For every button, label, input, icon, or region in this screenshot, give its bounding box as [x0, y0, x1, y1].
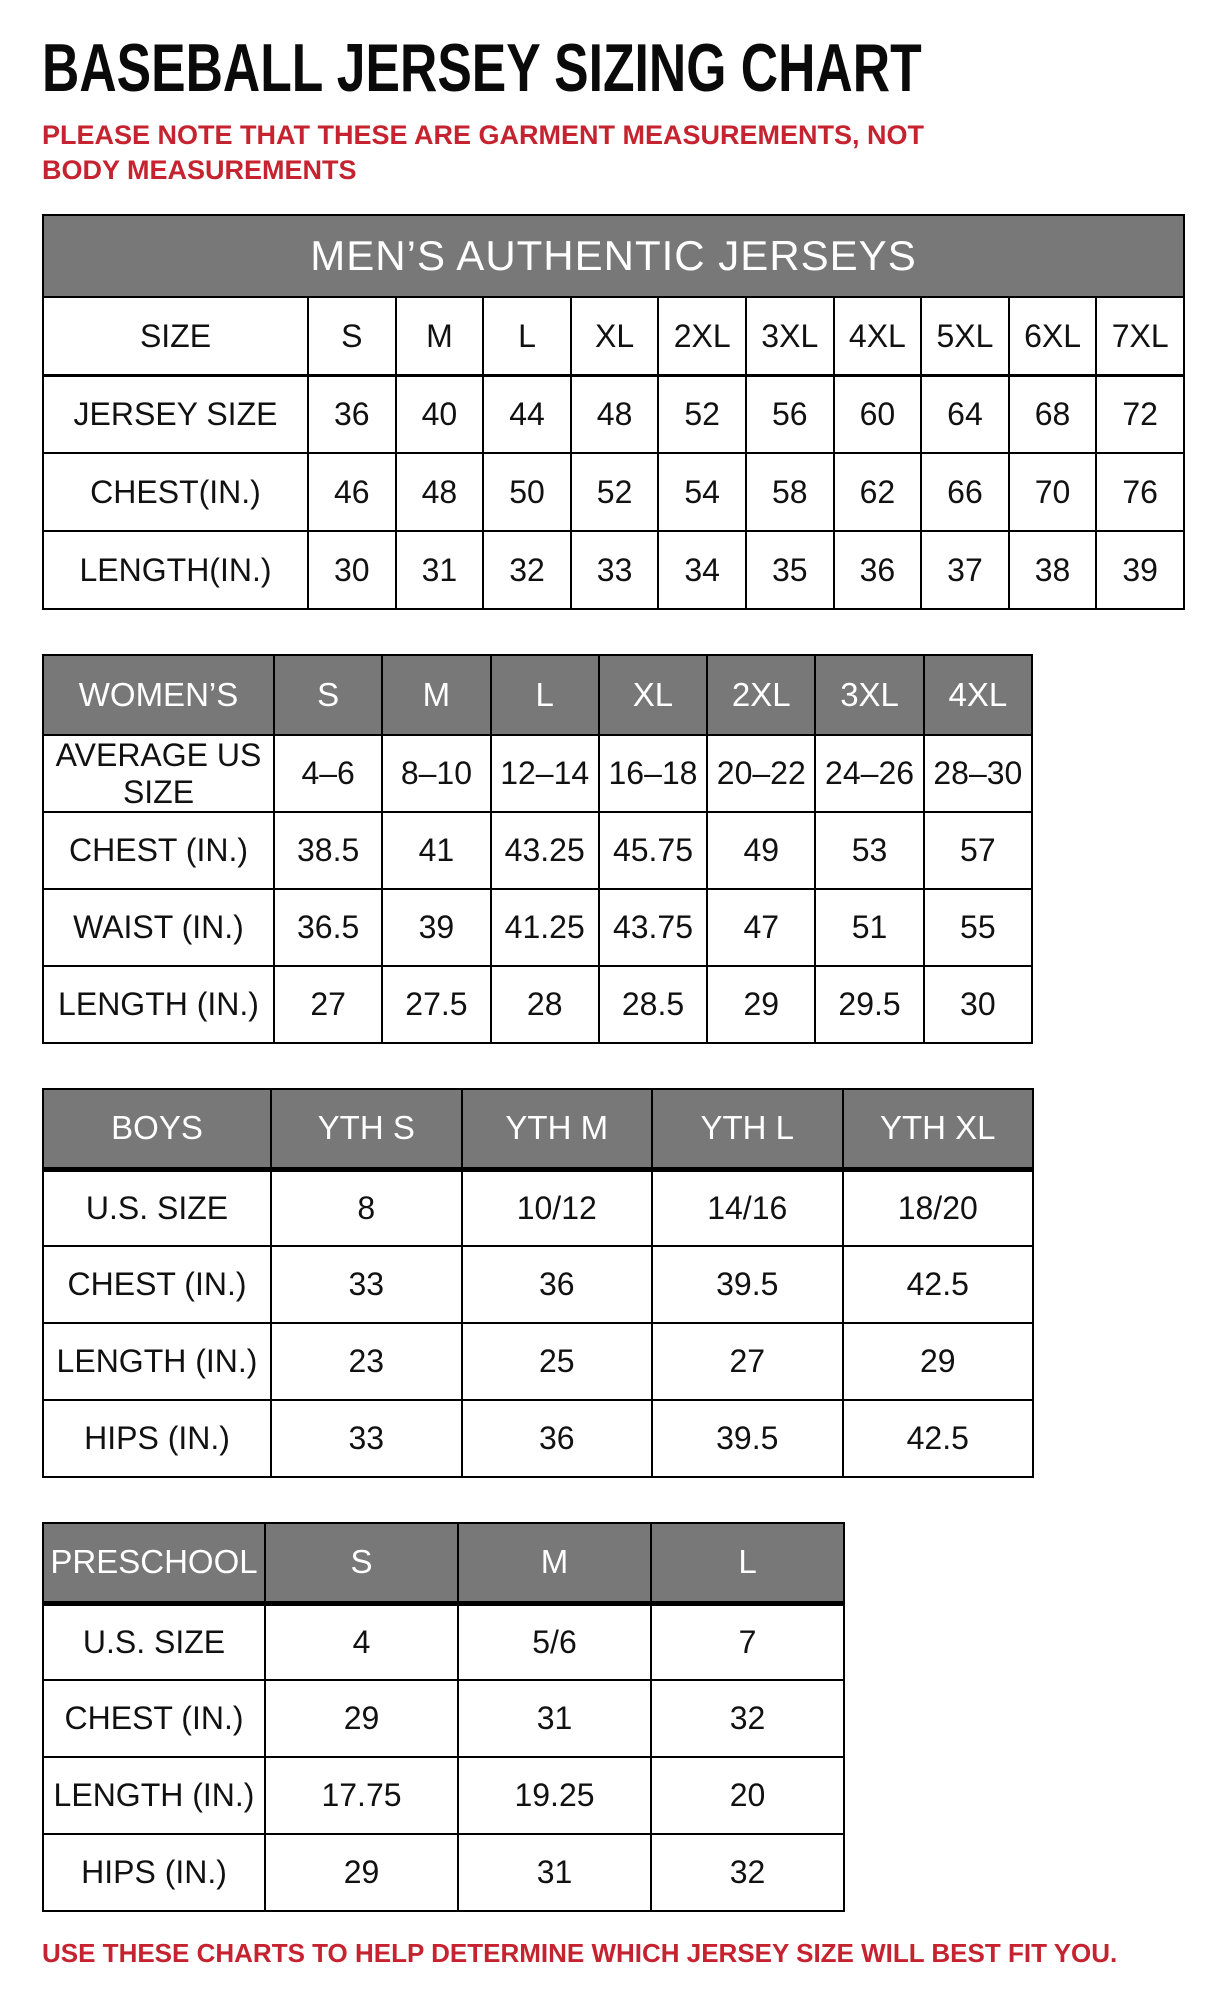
mens-cell: 62	[834, 453, 922, 531]
preschool-cell: 29	[265, 1834, 458, 1911]
mens-cell: 54	[658, 453, 746, 531]
boys-cell: 25	[462, 1323, 653, 1400]
mens-cell: 40	[396, 375, 484, 453]
womens-cell: 39	[382, 889, 490, 966]
womens-row	[43, 966, 1032, 1043]
womens-column-header: 3XL	[815, 655, 923, 735]
womens-column-header: S	[274, 655, 382, 735]
womens-column-header: 4XL	[924, 655, 1032, 735]
womens-row	[43, 812, 1032, 889]
garment-measurements-note: PLEASE NOTE THAT THESE ARE GARMENT MEASUREMENTS, NOT BODY MEASUREMENTS	[42, 120, 925, 186]
preschool-column-header: S	[265, 1523, 458, 1603]
mens-cell: 52	[571, 453, 659, 531]
boys-cell: 42.5	[843, 1246, 1034, 1323]
womens-sizing-table	[42, 654, 1033, 1044]
womens-column-header: XL	[599, 655, 707, 735]
preschool-header-row	[43, 1523, 844, 1603]
mens-cell: 31	[396, 531, 484, 609]
mens-cell: 30	[308, 531, 396, 609]
preschool-cell: 32	[651, 1834, 844, 1911]
mens-cell: 58	[746, 453, 834, 531]
boys-cell: 39.5	[652, 1246, 843, 1323]
womens-row-label: LENGTH (IN.)	[43, 966, 274, 1043]
womens-row-label: WAIST (IN.)	[43, 889, 274, 966]
womens-cell: 45.75	[599, 812, 707, 889]
boys-cell: 42.5	[843, 1400, 1034, 1477]
womens-cell: 47	[707, 889, 815, 966]
womens-cell: 29	[707, 966, 815, 1043]
boys-row	[43, 1400, 1033, 1477]
preschool-cell: 7	[651, 1603, 844, 1680]
mens-column-header: XL	[571, 297, 659, 375]
womens-column-header: L	[491, 655, 599, 735]
mens-cell: 32	[483, 531, 571, 609]
preschool-row	[43, 1834, 844, 1911]
mens-cell: 70	[1009, 453, 1097, 531]
mens-cell: 50	[483, 453, 571, 531]
mens-row	[43, 375, 1184, 453]
mens-cell: 44	[483, 375, 571, 453]
womens-cell: 16–18	[599, 735, 707, 812]
mens-cell: 36	[308, 375, 396, 453]
mens-cell: 66	[921, 453, 1009, 531]
womens-cell: 28–30	[924, 735, 1032, 812]
womens-header-label: WOMEN’S	[43, 655, 274, 735]
preschool-row-label: U.S. SIZE	[43, 1603, 265, 1680]
preschool-row-label: CHEST (IN.)	[43, 1680, 265, 1757]
mens-cell: 68	[1009, 375, 1097, 453]
womens-cell: 8–10	[382, 735, 490, 812]
mens-cell: 52	[658, 375, 746, 453]
preschool-row	[43, 1680, 844, 1757]
boys-cell: 36	[462, 1400, 653, 1477]
boys-column-header: YTH S	[271, 1089, 462, 1169]
boys-cell: 14/16	[652, 1169, 843, 1246]
womens-row	[43, 889, 1032, 966]
womens-row	[43, 735, 1032, 812]
boys-column-header: YTH XL	[843, 1089, 1034, 1169]
boys-row	[43, 1246, 1033, 1323]
womens-cell: 4–6	[274, 735, 382, 812]
mens-header-label: SIZE	[43, 297, 308, 375]
preschool-column-header: L	[651, 1523, 844, 1603]
boys-row	[43, 1323, 1033, 1400]
mens-cell: 36	[834, 531, 922, 609]
womens-cell: 29.5	[815, 966, 923, 1043]
mens-column-header: 2XL	[658, 297, 746, 375]
boys-cell: 23	[271, 1323, 462, 1400]
womens-cell: 41.25	[491, 889, 599, 966]
mens-column-header: 6XL	[1009, 297, 1097, 375]
mens-cell: 39	[1096, 531, 1184, 609]
boys-cell: 33	[271, 1400, 462, 1477]
boys-column-header: YTH M	[462, 1089, 653, 1169]
preschool-cell: 31	[458, 1834, 651, 1911]
boys-row-label: U.S. SIZE	[43, 1169, 271, 1246]
mens-cell: 33	[571, 531, 659, 609]
mens-banner-row	[43, 215, 1184, 297]
womens-cell: 20–22	[707, 735, 815, 812]
mens-authentic-jerseys-table	[42, 214, 1185, 610]
womens-cell: 55	[924, 889, 1032, 966]
boys-row	[43, 1169, 1033, 1246]
mens-cell: 76	[1096, 453, 1184, 531]
womens-cell: 43.25	[491, 812, 599, 889]
mens-cell: 46	[308, 453, 396, 531]
boys-cell: 33	[271, 1246, 462, 1323]
preschool-row-label: HIPS (IN.)	[43, 1834, 265, 1911]
womens-cell: 12–14	[491, 735, 599, 812]
boys-cell: 39.5	[652, 1400, 843, 1477]
mens-cell: 64	[921, 375, 1009, 453]
boys-row-label: HIPS (IN.)	[43, 1400, 271, 1477]
mens-cell: 38	[1009, 531, 1097, 609]
mens-cell: 48	[396, 453, 484, 531]
preschool-cell: 5/6	[458, 1603, 651, 1680]
mens-row-label: JERSEY SIZE	[43, 375, 308, 453]
womens-row-label: AVERAGE US SIZE	[43, 735, 274, 812]
preschool-row	[43, 1757, 844, 1834]
preschool-column-header: M	[458, 1523, 651, 1603]
mens-column-header: S	[308, 297, 396, 375]
womens-cell: 24–26	[815, 735, 923, 812]
preschool-cell: 32	[651, 1680, 844, 1757]
womens-cell: 57	[924, 812, 1032, 889]
preschool-cell: 17.75	[265, 1757, 458, 1834]
preschool-cell: 31	[458, 1680, 651, 1757]
womens-column-header: M	[382, 655, 490, 735]
boys-cell: 10/12	[462, 1169, 653, 1246]
footer-note: USE THESE CHARTS TO HELP DETERMINE WHICH JERSEY SIZE WILL BEST FIT YOU.	[42, 1938, 1118, 1969]
mens-cell: 35	[746, 531, 834, 609]
womens-cell: 43.75	[599, 889, 707, 966]
boys-cell: 29	[843, 1323, 1034, 1400]
boys-column-header: YTH L	[652, 1089, 843, 1169]
womens-cell: 27.5	[382, 966, 490, 1043]
mens-row-label: LENGTH(IN.)	[43, 531, 308, 609]
boys-cell: 27	[652, 1323, 843, 1400]
mens-cell: 37	[921, 531, 1009, 609]
mens-column-header: 7XL	[1096, 297, 1184, 375]
womens-cell: 51	[815, 889, 923, 966]
womens-cell: 27	[274, 966, 382, 1043]
mens-banner: MEN’S AUTHENTIC JERSEYS	[43, 215, 1184, 297]
mens-row	[43, 531, 1184, 609]
boys-cell: 18/20	[843, 1169, 1034, 1246]
mens-column-header: 4XL	[834, 297, 922, 375]
mens-cell: 48	[571, 375, 659, 453]
preschool-cell: 29	[265, 1680, 458, 1757]
boys-cell: 8	[271, 1169, 462, 1246]
womens-row-label: CHEST (IN.)	[43, 812, 274, 889]
preschool-cell: 20	[651, 1757, 844, 1834]
mens-row-label: CHEST(IN.)	[43, 453, 308, 531]
womens-column-header: 2XL	[707, 655, 815, 735]
mens-cell: 34	[658, 531, 746, 609]
womens-cell: 53	[815, 812, 923, 889]
preschool-cell: 4	[265, 1603, 458, 1680]
mens-header-row	[43, 297, 1184, 375]
womens-cell: 30	[924, 966, 1032, 1043]
womens-header-row	[43, 655, 1032, 735]
preschool-cell: 19.25	[458, 1757, 651, 1834]
boys-cell: 36	[462, 1246, 653, 1323]
boys-sizing-table	[42, 1088, 1034, 1478]
womens-cell: 28	[491, 966, 599, 1043]
boys-row-label: CHEST (IN.)	[43, 1246, 271, 1323]
preschool-row	[43, 1603, 844, 1680]
page-title: BASEBALL JERSEY SIZING CHART	[42, 30, 922, 106]
womens-cell: 38.5	[274, 812, 382, 889]
boys-header-label: BOYS	[43, 1089, 271, 1169]
mens-column-header: 5XL	[921, 297, 1009, 375]
womens-cell: 41	[382, 812, 490, 889]
mens-cell: 72	[1096, 375, 1184, 453]
mens-column-header: M	[396, 297, 484, 375]
mens-row	[43, 453, 1184, 531]
mens-column-header: L	[483, 297, 571, 375]
mens-cell: 56	[746, 375, 834, 453]
womens-cell: 36.5	[274, 889, 382, 966]
preschool-row-label: LENGTH (IN.)	[43, 1757, 265, 1834]
mens-column-header: 3XL	[746, 297, 834, 375]
preschool-sizing-table	[42, 1522, 845, 1912]
preschool-header-label: PRESCHOOL	[43, 1523, 265, 1603]
womens-cell: 28.5	[599, 966, 707, 1043]
boys-header-row	[43, 1089, 1033, 1169]
mens-cell: 60	[834, 375, 922, 453]
boys-row-label: LENGTH (IN.)	[43, 1323, 271, 1400]
womens-cell: 49	[707, 812, 815, 889]
